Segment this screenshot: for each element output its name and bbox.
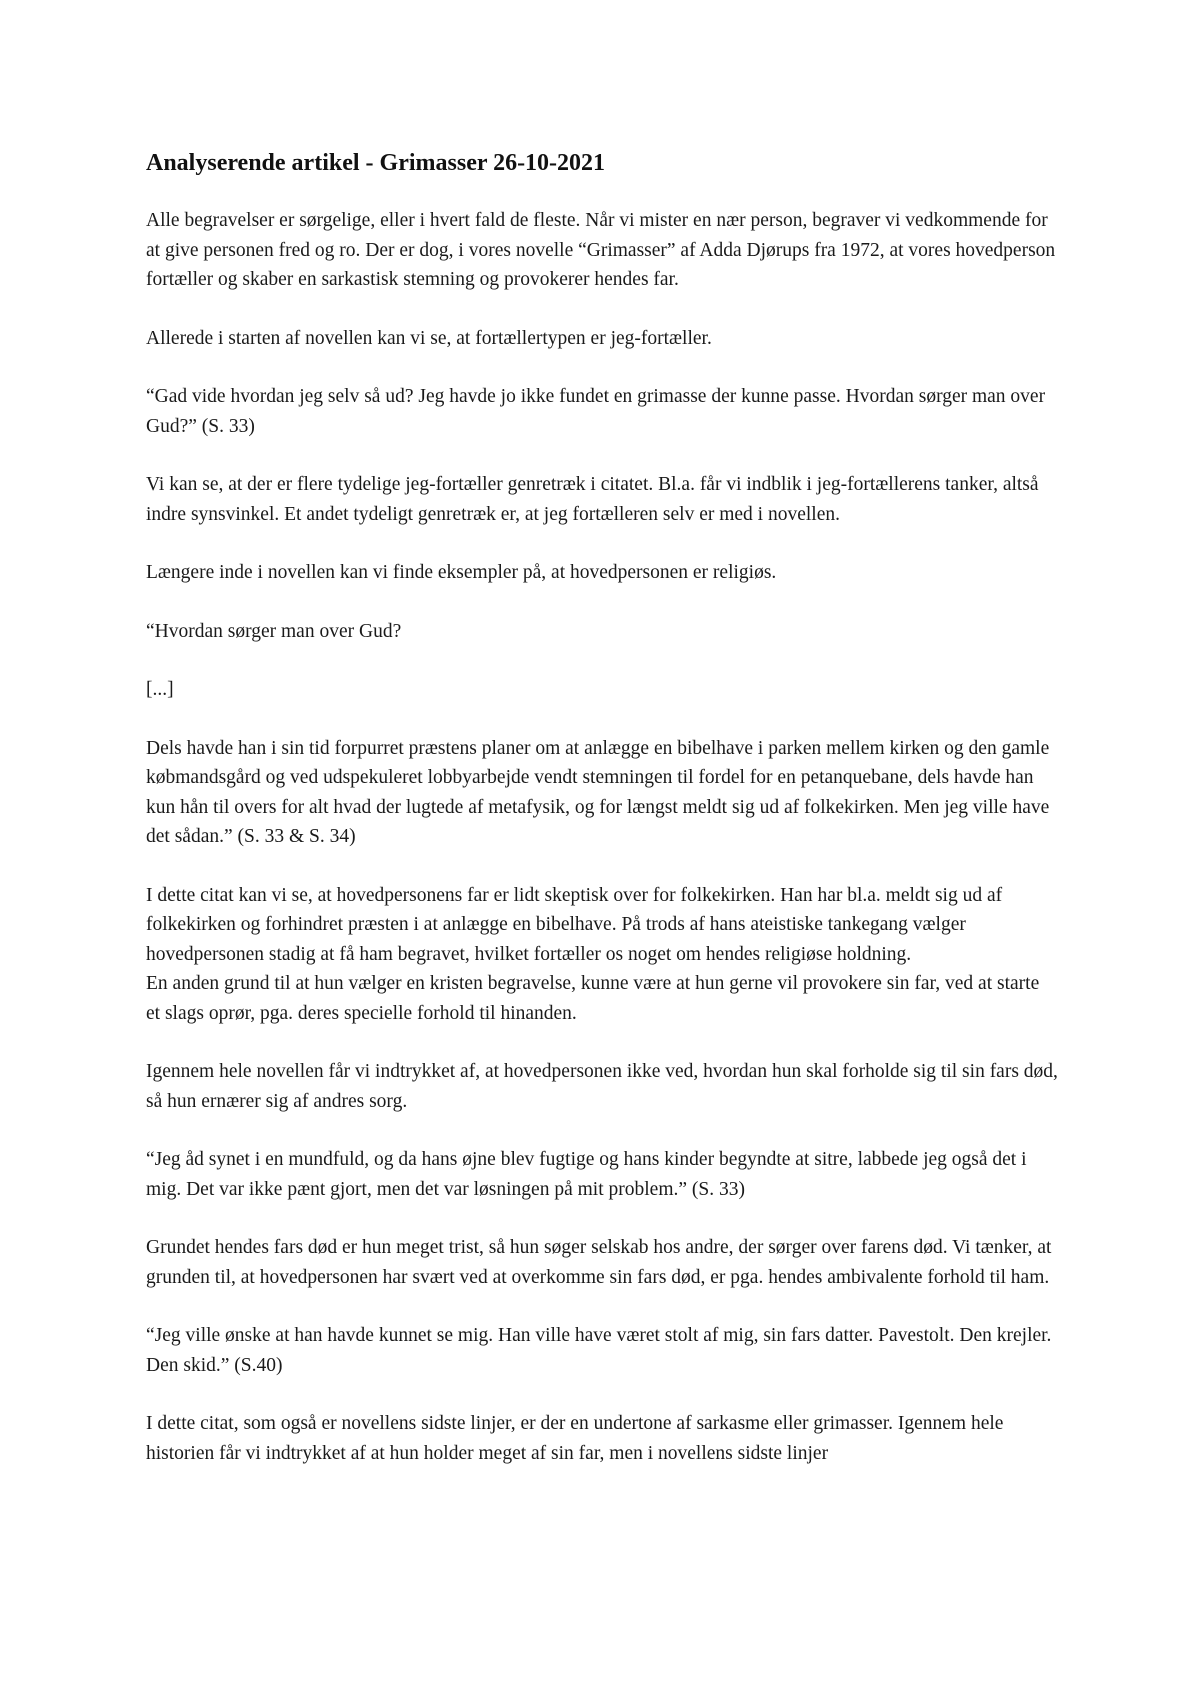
quote-god-grimace: “Gad vide hvordan jeg selv så ud? Jeg havde jo ikke fundet en grimasse der kunne passe. Hvordan sørger man over Gud?” (S. 33) <box>146 386 1046 437</box>
paragraph-genre-traits: Vi kan se, at der er flere tydelige jeg-fortæller genretræk i citatet. Bl.a. får vi indblik i jeg-fortællerens tanker, altså indre synsvinkel. Et andet tydeligt genretræk er, at jeg fortælleren selv er med i novellen. <box>146 474 1039 525</box>
quote-proud-father: “Jeg ville ønske at han havde kunnet se mig. Han ville have været stolt af mig, sin fars datter. Pavestolt. Den krejler. Den skid.” (S.40) <box>146 1325 1052 1376</box>
document-body <box>146 148 1058 1468</box>
quote-grieve-god: “Hvordan sørger man over Gud? <box>146 620 402 642</box>
paragraph-religious: Længere inde i novellen kan vi finde eksempler på, at hovedpersonen er religiøs. <box>146 562 777 583</box>
paragraph-father-skeptic: I dette citat kan vi se, at hovedpersonens far er lidt skeptisk over for folkekirken. Han har bl.a. meldt sig ud af folkekirken og forhindret præsten i at anlægge en bibelhave. På trods af hans ateistiske tankegang vælger hovedpersonen stadig at få ham begravet, hvilket fortæller os noget om hendes religiøse holdning. <box>146 884 1003 965</box>
paragraph-final-lines: I dette citat, som også er novellens sidste linjer, er der en undertone af sarkasme eller grimasser. Igennem hele historien får vi indtrykket af at hun holder meget af sin far, men i novellens sidste linjer <box>146 1413 1004 1464</box>
quote-mouthful: “Jeg åd synet i en mundfuld, og da hans øjne blev fugtige og hans kinder begyndte at sitre, labbede jeg også det i mig. Det var ikke pænt gjort, men det var løsningen på mit problem.” (S. 33) <box>146 1149 1027 1200</box>
paragraph-provoke-father: En anden grund til at hun vælger en kristen begravelse, kunne være at hun gerne vil provokere sin far, ved at starte et slags oprør, pga. deres specielle forhold til hinanden. <box>146 973 1040 1024</box>
quote-bibelhave: Dels havde han i sin tid forpurret præstens planer om at anlægge en bibelhave i parken mellem kirken og den gamle købmandsgård og ved udspekuleret lobbyarbejde vendt stemningen til fordel for en petanquebane, dels havde han kun hån til overs for alt hvad der lugtede af metafysik, og for længst meldt sig ud af folkekirken. Men jeg ville have det sådan.” (S. 33 & S. 34) <box>146 737 1050 847</box>
document-title: Analyserende artikel - Grimasser 26-10-2021 <box>146 150 606 176</box>
paragraph-others-grief: Igennem hele novellen får vi indtrykket af, at hovedpersonen ikke ved, hvordan hun skal forholde sig til sin fars død, så hun ernærer sig af andres sorg. <box>146 1061 1058 1112</box>
paragraph-intro: Alle begravelser er sørgelige, eller i hvert fald de fleste. Når vi mister en nær person, begraver vi vedkommende for at give personen fred og ro. Der er dog, i vores novelle “Grimasser” af Adda Djørups fra 1972, at vores hovedperson fortæller og skaber en sarkastisk stemning og provokerer hendes far. <box>146 210 1056 290</box>
quote-ellipsis: [...] <box>146 679 174 700</box>
paragraph-sadness: Grundet hendes fars død er hun meget trist, så hun søger selskab hos andre, der sørger over farens død. Vi tænker, at grunden til, at hovedpersonen har svært ved at overkomme sin fars død, er pga. hendes ambivalente forhold til ham. <box>146 1237 1052 1288</box>
paragraph-narrator-type: Allerede i starten af novellen kan vi se, at fortællertypen er jeg-fortæller. <box>146 327 712 349</box>
